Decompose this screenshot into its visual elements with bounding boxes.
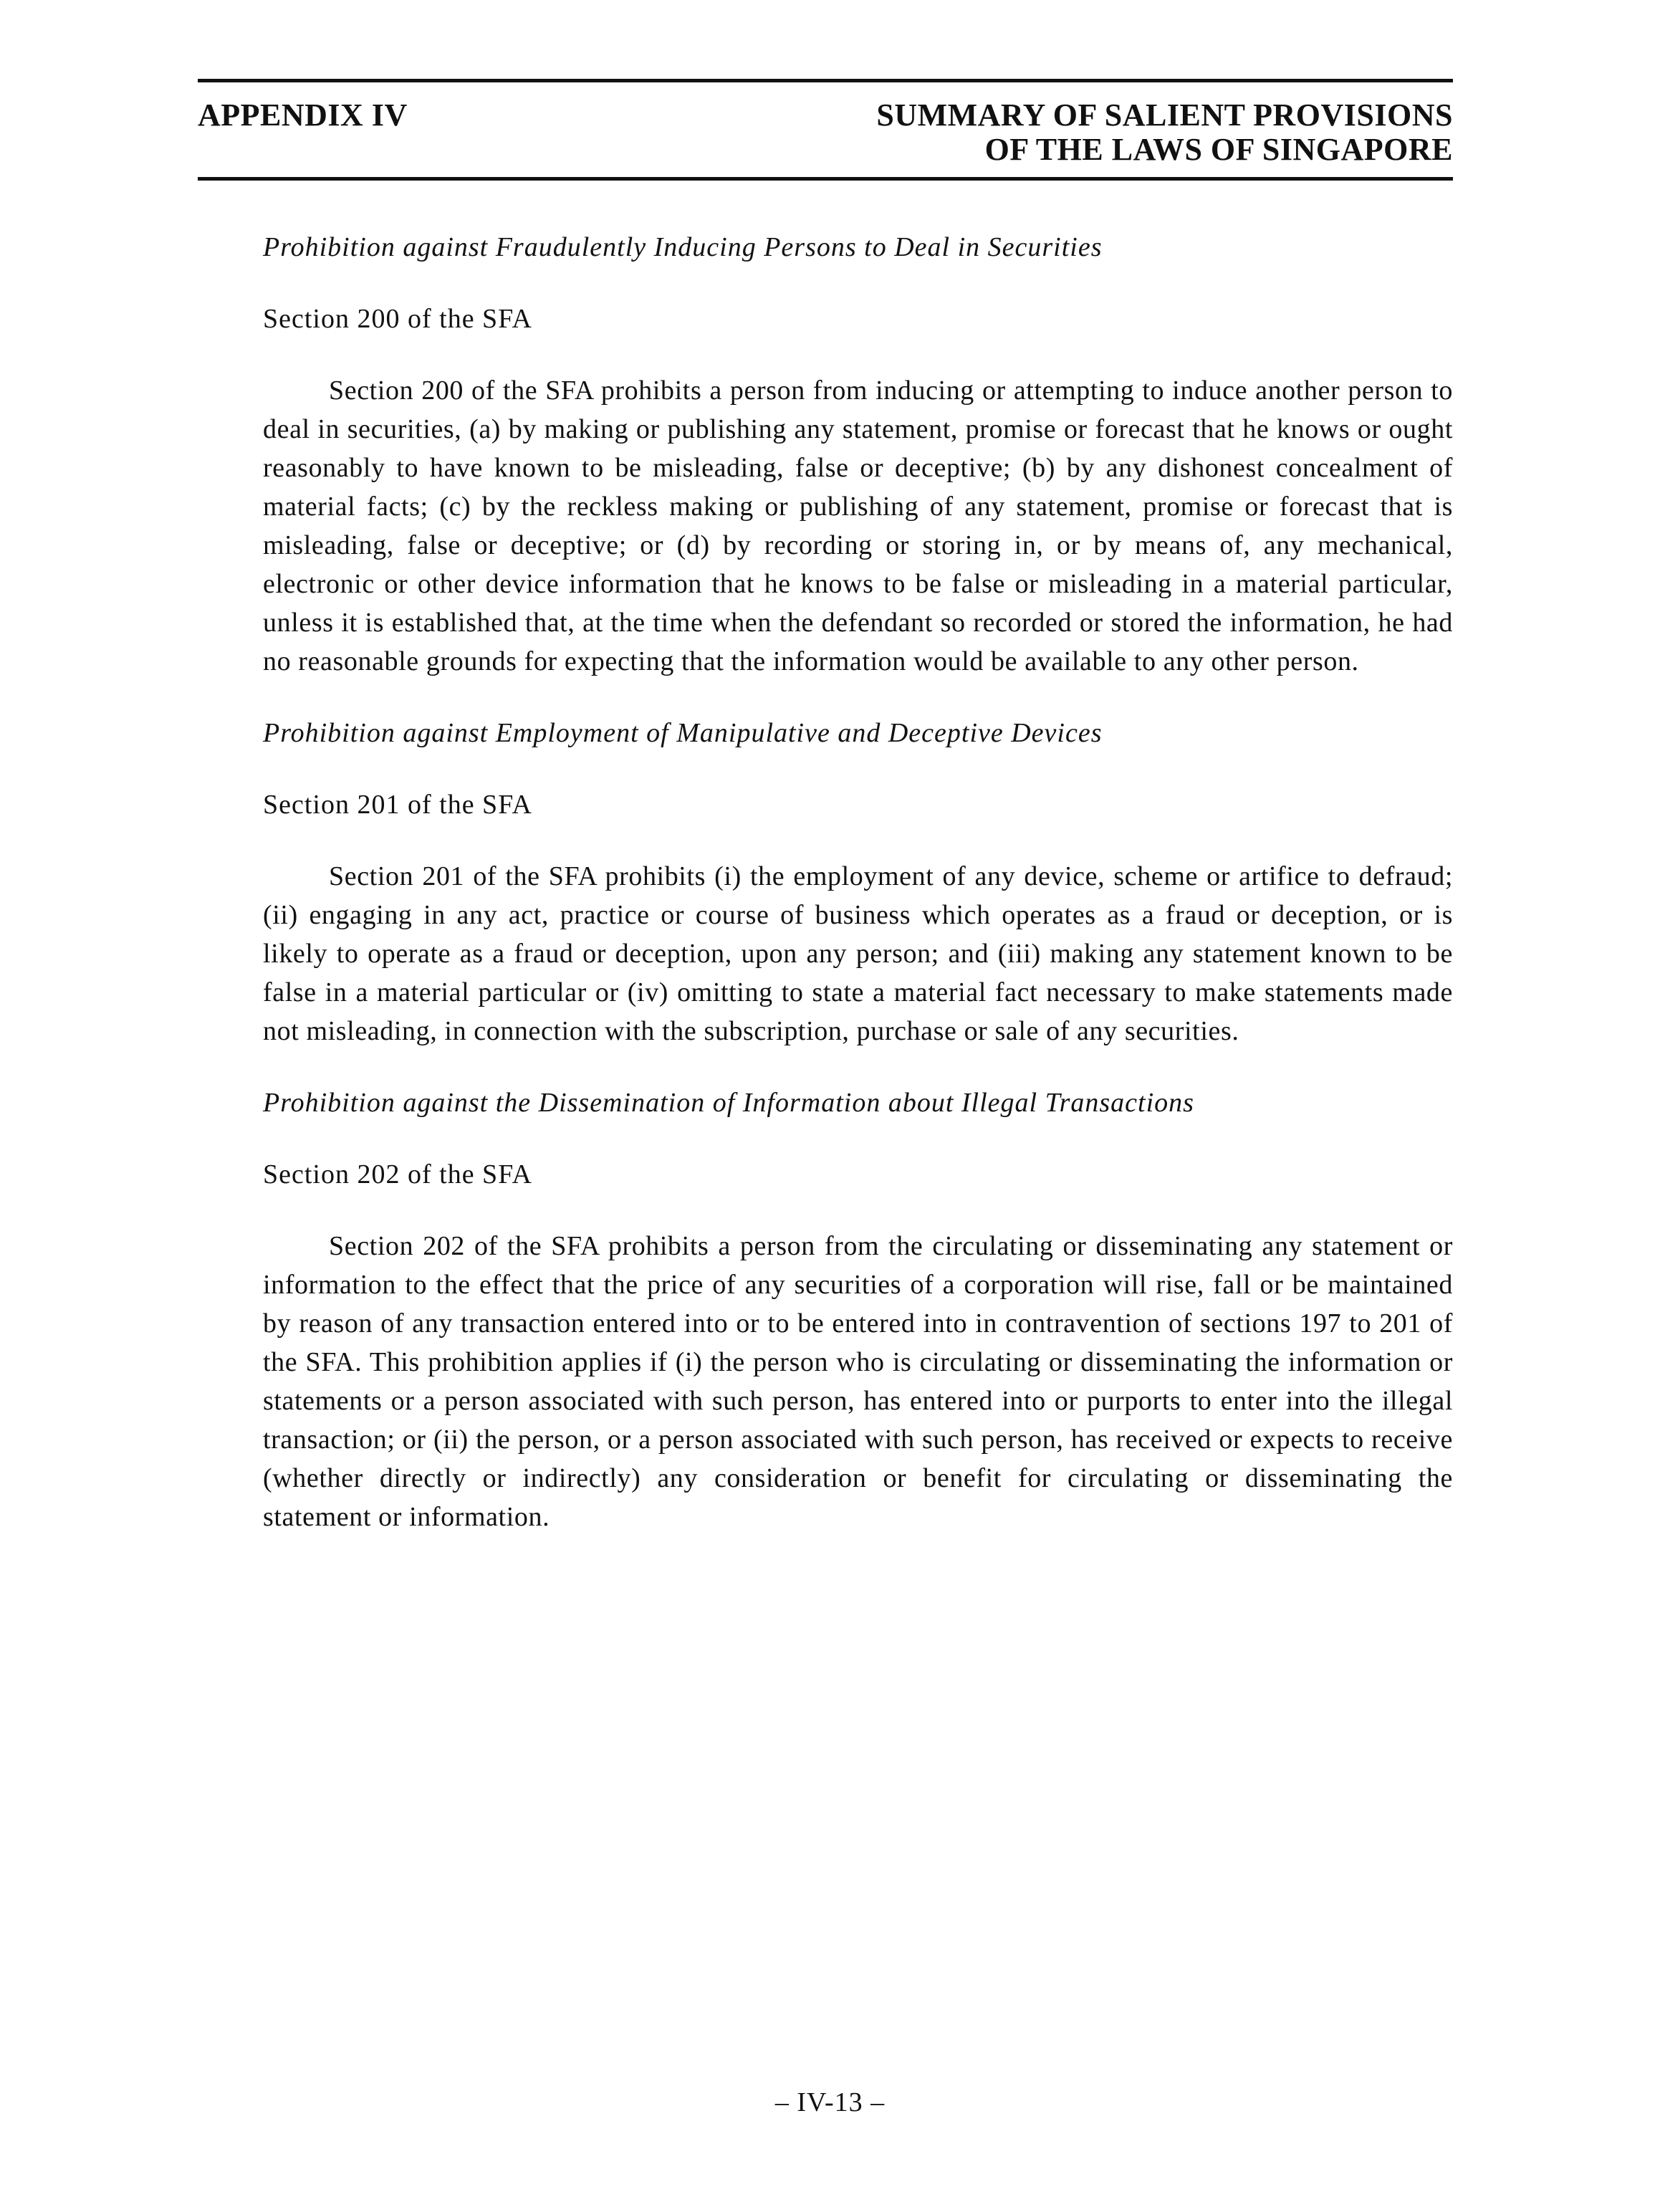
section-body: Section 202 of the SFA prohibits a person from the circulating or disseminating any statement or information to the effect that the price of any securities of a corporation will rise, fall or be maintained by reason of any transaction entered into or to be entered into in contravention of sections 197 to 201 of the SFA. This prohibition applies if (i) the person who is circulating or disseminating the information or statements or a person associated with such person, has entered into or purports to enter into the illegal transaction; or (ii) the person, or a person associated with such person, has received or expects to receive (whether directly or indirectly) any consideration or benefit for circulating or disseminating the statement or information. — [263, 1231, 1453, 1532]
section-body: Section 200 of the SFA prohibits a person from inducing or attempting to induce another person to deal in securities, (a) by making or publishing any statement, promise or forecast that he knows or ought reasonably to have known to be misleading, false or deceptive; (b) by any dishonest concealment of material facts; (c) by the reckless making or publishing of any statement, promise or forecast that is misleading, false or deceptive; or (d) by recording or storing in, or by means of, any mechanical, electronic or other device information that he knows to be false or misleading in a material particular, unless it is established that, at the time when the defendant so recorded or stored the information, he had no reasonable grounds for expecting that the information would be available to any other person. — [263, 375, 1453, 676]
section-body: Section 201 of the SFA prohibits (i) the employment of any device, scheme or artifice to defraud; (ii) engaging in any act, practice or course of business which operates as a fraud or deception, or is likely to operate as a fraud or deception, upon any person; and (iii) making any statement known to be false in a material particular or (iv) omitting to state a material fact necessary to make statements made not misleading, in connection with the subscription, purchase or sale of any securities. — [263, 861, 1453, 1046]
section-heading: Prohibition against Fraudulently Inducing Persons to Deal in Securities — [263, 232, 1103, 262]
section-202 — [263, 1083, 1453, 1536]
appendix-title-line-2: OF THE LAWS OF SINGAPORE — [984, 132, 1453, 167]
page-header — [198, 79, 1453, 181]
appendix-label: APPENDIX IV — [198, 97, 408, 133]
page-number: – IV-13 – — [774, 2087, 886, 2117]
appendix-title — [876, 98, 1453, 167]
section-201 — [263, 714, 1453, 1050]
section-heading: Prohibition against Employment of Manipulative and Deceptive Devices — [263, 718, 1103, 748]
section-heading: Prohibition against the Dissemination of Information about Illegal Transactions — [263, 1088, 1194, 1118]
section-label: Section 201 of the SFA — [263, 790, 532, 820]
section-label: Section 200 of the SFA — [263, 304, 532, 334]
appendix-title-line-1: SUMMARY OF SALIENT PROVISIONS — [876, 97, 1453, 133]
section-label: Section 202 of the SFA — [263, 1159, 532, 1189]
section-200 — [263, 228, 1453, 681]
page-content — [263, 228, 1453, 1569]
